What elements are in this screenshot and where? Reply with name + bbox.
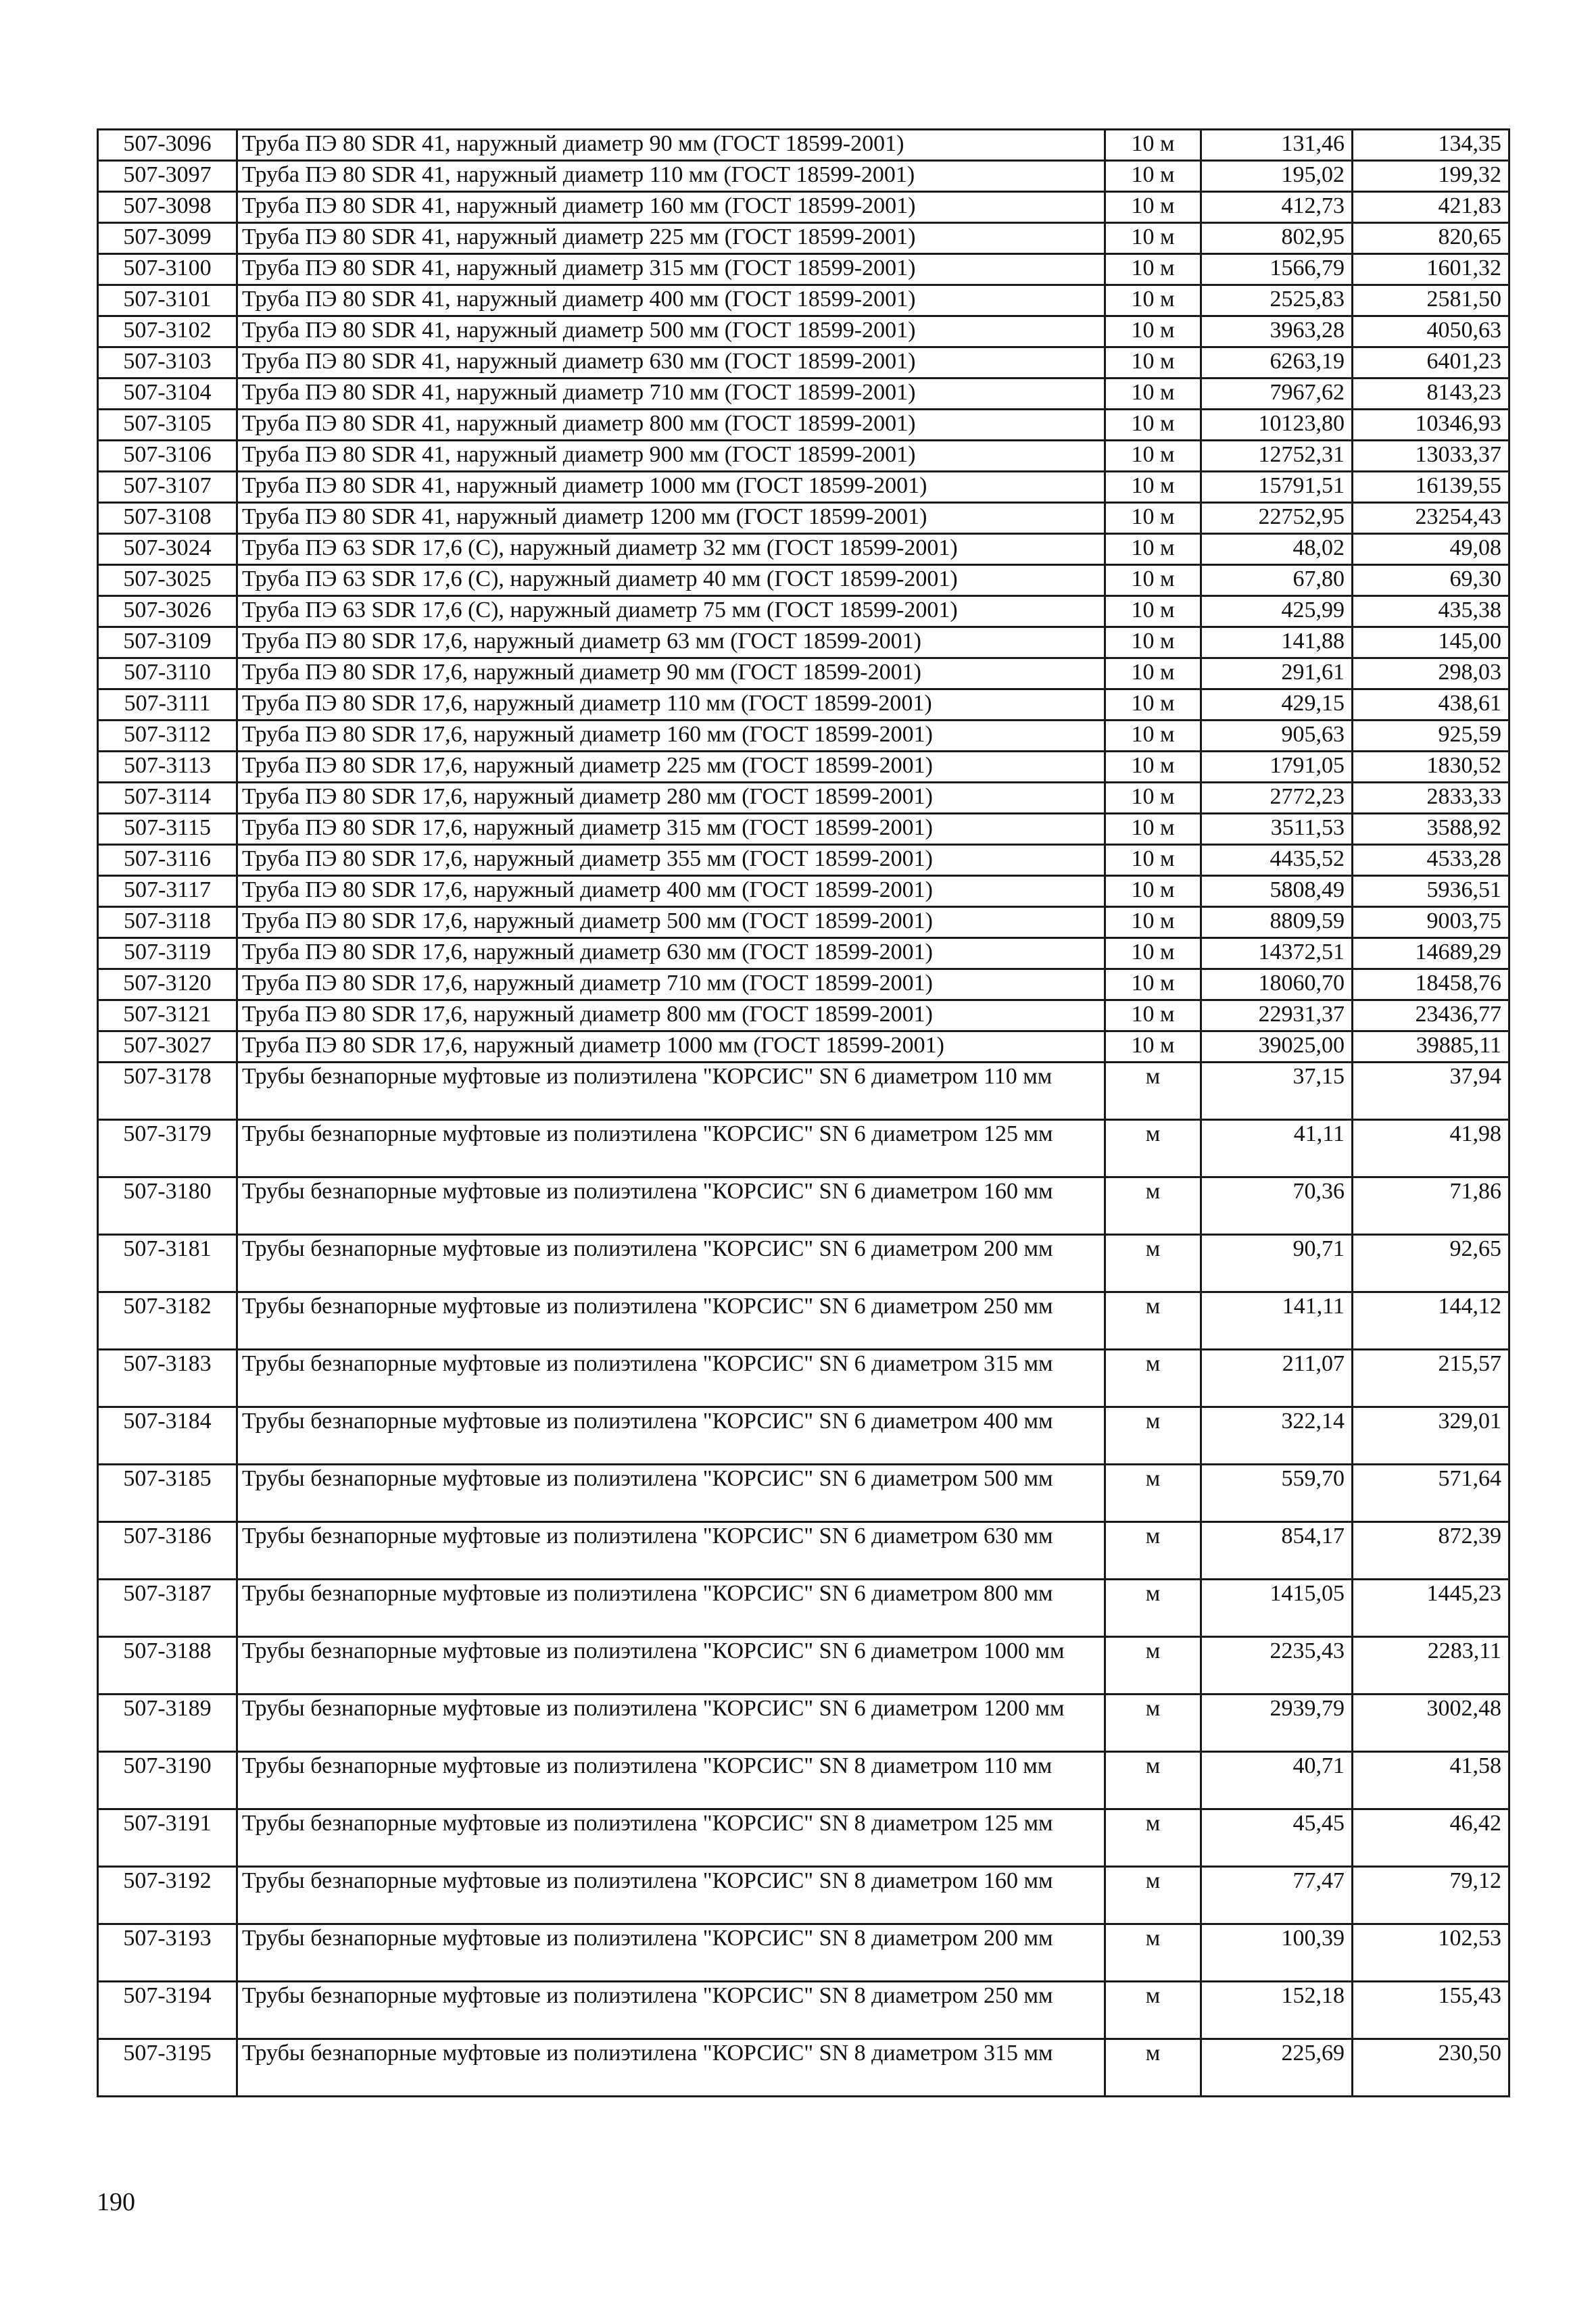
- item-price-2: 145,00: [1353, 627, 1509, 658]
- item-price-1: 412,73: [1201, 192, 1353, 223]
- item-code: 507-3105: [98, 410, 237, 441]
- item-price-1: 90,71: [1201, 1235, 1353, 1292]
- item-unit: 10 м: [1105, 752, 1201, 783]
- item-price-2: 16139,55: [1353, 472, 1509, 503]
- item-price-1: 12752,31: [1201, 441, 1353, 472]
- item-unit: м: [1105, 1867, 1201, 1924]
- table-row: [98, 1120, 1509, 1177]
- table-row: [98, 130, 1509, 161]
- item-name: Труба ПЭ 80 SDR 17,6, наружный диаметр 630 мм (ГОСТ 18599-2001): [237, 938, 1105, 969]
- item-code: 507-3119: [98, 938, 237, 969]
- table-row: [98, 1000, 1509, 1031]
- item-name: Трубы безнапорные муфтовые из полиэтилена "КОРСИС" SN 8 диаметром 125 мм: [237, 1809, 1105, 1867]
- item-unit: 10 м: [1105, 379, 1201, 410]
- item-price-2: 23436,77: [1353, 1000, 1509, 1031]
- table-row: [98, 161, 1509, 192]
- item-name: Труба ПЭ 80 SDR 17,6, наружный диаметр 90 мм (ГОСТ 18599-2001): [237, 658, 1105, 689]
- item-name: Труба ПЭ 80 SDR 17,6, наружный диаметр 110 мм (ГОСТ 18599-2001): [237, 689, 1105, 721]
- table-row: [98, 1292, 1509, 1350]
- item-unit: 10 м: [1105, 192, 1201, 223]
- item-unit: м: [1105, 1465, 1201, 1522]
- item-unit: 10 м: [1105, 596, 1201, 627]
- item-code: 507-3106: [98, 441, 237, 472]
- item-price-2: 18458,76: [1353, 969, 1509, 1000]
- item-code: 507-3102: [98, 316, 237, 347]
- item-price-2: 3002,48: [1353, 1695, 1509, 1752]
- item-name: Труба ПЭ 63 SDR 17,6 (С), наружный диаметр 32 мм (ГОСТ 18599-2001): [237, 534, 1105, 565]
- item-name: Труба ПЭ 80 SDR 17,6, наружный диаметр 800 мм (ГОСТ 18599-2001): [237, 1000, 1105, 1031]
- item-price-2: 4050,63: [1353, 316, 1509, 347]
- item-name: Трубы безнапорные муфтовые из полиэтилена "КОРСИС" SN 6 диаметром 630 мм: [237, 1522, 1105, 1580]
- item-price-1: 152,18: [1201, 1982, 1353, 2039]
- table-row: [98, 845, 1509, 876]
- item-price-1: 2235,43: [1201, 1637, 1353, 1695]
- item-unit: м: [1105, 1120, 1201, 1177]
- item-price-1: 77,47: [1201, 1867, 1353, 1924]
- item-price-1: 100,39: [1201, 1924, 1353, 1982]
- item-price-2: 1830,52: [1353, 752, 1509, 783]
- item-code: 507-3189: [98, 1695, 237, 1752]
- item-name: Трубы безнапорные муфтовые из полиэтилена "КОРСИС" SN 6 диаметром 1200 мм: [237, 1695, 1105, 1752]
- item-price-2: 41,58: [1353, 1752, 1509, 1809]
- item-name: Труба ПЭ 63 SDR 17,6 (С), наружный диаметр 75 мм (ГОСТ 18599-2001): [237, 596, 1105, 627]
- item-unit: 10 м: [1105, 254, 1201, 285]
- item-unit: 10 м: [1105, 503, 1201, 534]
- item-price-1: 211,07: [1201, 1350, 1353, 1407]
- item-code: 507-3179: [98, 1120, 237, 1177]
- item-code: 507-3183: [98, 1350, 237, 1407]
- item-code: 507-3097: [98, 161, 237, 192]
- table-row: [98, 689, 1509, 721]
- table-row: [98, 721, 1509, 752]
- item-price-1: 2525,83: [1201, 285, 1353, 316]
- item-code: 507-3181: [98, 1235, 237, 1292]
- item-price-1: 225,69: [1201, 2039, 1353, 2097]
- page-number: 190: [97, 2188, 135, 2216]
- table-row: [98, 627, 1509, 658]
- item-price-2: 134,35: [1353, 130, 1509, 161]
- item-unit: 10 м: [1105, 658, 1201, 689]
- item-code: 507-3178: [98, 1063, 237, 1120]
- table-row: [98, 1522, 1509, 1580]
- table-row: [98, 1867, 1509, 1924]
- item-price-1: 39025,00: [1201, 1031, 1353, 1063]
- item-price-2: 2283,11: [1353, 1637, 1509, 1695]
- item-unit: м: [1105, 1177, 1201, 1235]
- item-price-1: 22752,95: [1201, 503, 1353, 534]
- item-name: Труба ПЭ 80 SDR 41, наружный диаметр 400 мм (ГОСТ 18599-2001): [237, 285, 1105, 316]
- item-unit: 10 м: [1105, 627, 1201, 658]
- table-row: [98, 1031, 1509, 1063]
- item-price-1: 45,45: [1201, 1809, 1353, 1867]
- item-price-2: 102,53: [1353, 1924, 1509, 1982]
- item-name: Труба ПЭ 80 SDR 41, наружный диаметр 225 мм (ГОСТ 18599-2001): [237, 223, 1105, 254]
- table-row: [98, 907, 1509, 938]
- item-name: Трубы безнапорные муфтовые из полиэтилена "КОРСИС" SN 8 диаметром 110 мм: [237, 1752, 1105, 1809]
- item-price-1: 40,71: [1201, 1752, 1353, 1809]
- item-name: Труба ПЭ 80 SDR 41, наружный диаметр 710 мм (ГОСТ 18599-2001): [237, 379, 1105, 410]
- item-unit: м: [1105, 1235, 1201, 1292]
- item-unit: м: [1105, 1063, 1201, 1120]
- item-price-1: 2772,23: [1201, 783, 1353, 814]
- item-unit: м: [1105, 1982, 1201, 2039]
- item-price-1: 141,88: [1201, 627, 1353, 658]
- item-price-1: 1791,05: [1201, 752, 1353, 783]
- item-price-1: 905,63: [1201, 721, 1353, 752]
- table-row: [98, 1177, 1509, 1235]
- item-code: 507-3099: [98, 223, 237, 254]
- item-unit: 10 м: [1105, 347, 1201, 379]
- item-code: 507-3096: [98, 130, 237, 161]
- item-price-2: 438,61: [1353, 689, 1509, 721]
- item-unit: м: [1105, 1407, 1201, 1465]
- item-name: Труба ПЭ 80 SDR 17,6, наружный диаметр 500 мм (ГОСТ 18599-2001): [237, 907, 1105, 938]
- item-name: Трубы безнапорные муфтовые из полиэтилена "КОРСИС" SN 6 диаметром 315 мм: [237, 1350, 1105, 1407]
- item-unit: 10 м: [1105, 223, 1201, 254]
- item-name: Трубы безнапорные муфтовые из полиэтилена "КОРСИС" SN 6 диаметром 110 мм: [237, 1063, 1105, 1120]
- item-unit: м: [1105, 1580, 1201, 1637]
- table-row: [98, 1924, 1509, 1982]
- item-code: 507-3112: [98, 721, 237, 752]
- table-row: [98, 1350, 1509, 1407]
- item-name: Труба ПЭ 80 SDR 41, наружный диаметр 800 мм (ГОСТ 18599-2001): [237, 410, 1105, 441]
- item-unit: 10 м: [1105, 721, 1201, 752]
- table-row: [98, 441, 1509, 472]
- item-unit: м: [1105, 1637, 1201, 1695]
- item-price-2: 9003,75: [1353, 907, 1509, 938]
- item-price-2: 571,64: [1353, 1465, 1509, 1522]
- item-name: Трубы безнапорные муфтовые из полиэтилена "КОРСИС" SN 6 диаметром 250 мм: [237, 1292, 1105, 1350]
- item-code: 507-3104: [98, 379, 237, 410]
- item-name: Труба ПЭ 80 SDR 17,6, наружный диаметр 63 мм (ГОСТ 18599-2001): [237, 627, 1105, 658]
- table-row: [98, 316, 1509, 347]
- item-code: 507-3108: [98, 503, 237, 534]
- item-price-1: 6263,19: [1201, 347, 1353, 379]
- item-name: Труба ПЭ 80 SDR 41, наружный диаметр 90 мм (ГОСТ 18599-2001): [237, 130, 1105, 161]
- item-price-1: 141,11: [1201, 1292, 1353, 1350]
- item-price-2: 79,12: [1353, 1867, 1509, 1924]
- item-price-1: 41,11: [1201, 1120, 1353, 1177]
- item-price-1: 1566,79: [1201, 254, 1353, 285]
- item-price-2: 421,83: [1353, 192, 1509, 223]
- item-unit: 10 м: [1105, 1000, 1201, 1031]
- item-unit: м: [1105, 1924, 1201, 1982]
- item-code: 507-3026: [98, 596, 237, 627]
- item-name: Труба ПЭ 80 SDR 17,6, наружный диаметр 1000 мм (ГОСТ 18599-2001): [237, 1031, 1105, 1063]
- item-price-1: 4435,52: [1201, 845, 1353, 876]
- item-price-2: 199,32: [1353, 161, 1509, 192]
- item-name: Трубы безнапорные муфтовые из полиэтилена "КОРСИС" SN 6 диаметром 500 мм: [237, 1465, 1105, 1522]
- item-code: 507-3116: [98, 845, 237, 876]
- item-name: Труба ПЭ 80 SDR 41, наружный диаметр 110 мм (ГОСТ 18599-2001): [237, 161, 1105, 192]
- item-price-1: 854,17: [1201, 1522, 1353, 1580]
- item-price-1: 291,61: [1201, 658, 1353, 689]
- item-price-1: 5808,49: [1201, 876, 1353, 907]
- table-row: [98, 783, 1509, 814]
- item-name: Трубы безнапорные муфтовые из полиэтилена "КОРСИС" SN 8 диаметром 160 мм: [237, 1867, 1105, 1924]
- table-row: [98, 1752, 1509, 1809]
- item-price-2: 820,65: [1353, 223, 1509, 254]
- item-code: 507-3100: [98, 254, 237, 285]
- table-row: [98, 596, 1509, 627]
- item-price-2: 14689,29: [1353, 938, 1509, 969]
- table-row: [98, 1465, 1509, 1522]
- table-row: [98, 1809, 1509, 1867]
- item-price-1: 3511,53: [1201, 814, 1353, 845]
- item-code: 507-3109: [98, 627, 237, 658]
- item-code: 507-3118: [98, 907, 237, 938]
- table-row: [98, 503, 1509, 534]
- item-price-2: 1601,32: [1353, 254, 1509, 285]
- item-code: 507-3194: [98, 1982, 237, 2039]
- item-unit: м: [1105, 1809, 1201, 1867]
- item-name: Трубы безнапорные муфтовые из полиэтилена "КОРСИС" SN 6 диаметром 200 мм: [237, 1235, 1105, 1292]
- item-price-1: 14372,51: [1201, 938, 1353, 969]
- item-unit: 10 м: [1105, 689, 1201, 721]
- table-row: [98, 938, 1509, 969]
- table-row: [98, 1407, 1509, 1465]
- item-code: 507-3101: [98, 285, 237, 316]
- item-name: Труба ПЭ 80 SDR 17,6, наружный диаметр 315 мм (ГОСТ 18599-2001): [237, 814, 1105, 845]
- item-price-2: 4533,28: [1353, 845, 1509, 876]
- item-price-1: 131,46: [1201, 130, 1353, 161]
- item-price-1: 48,02: [1201, 534, 1353, 565]
- item-name: Трубы безнапорные муфтовые из полиэтилена "КОРСИС" SN 8 диаметром 250 мм: [237, 1982, 1105, 2039]
- item-price-2: 155,43: [1353, 1982, 1509, 2039]
- table-row: [98, 379, 1509, 410]
- item-price-1: 15791,51: [1201, 472, 1353, 503]
- item-price-2: 3588,92: [1353, 814, 1509, 845]
- item-unit: м: [1105, 1350, 1201, 1407]
- item-unit: 10 м: [1105, 410, 1201, 441]
- item-name: Труба ПЭ 80 SDR 17,6, наружный диаметр 355 мм (ГОСТ 18599-2001): [237, 845, 1105, 876]
- item-unit: м: [1105, 1522, 1201, 1580]
- item-code: 507-3120: [98, 969, 237, 1000]
- item-price-1: 322,14: [1201, 1407, 1353, 1465]
- item-name: Трубы безнапорные муфтовые из полиэтилена "КОРСИС" SN 6 диаметром 1000 мм: [237, 1637, 1105, 1695]
- item-name: Трубы безнапорные муфтовые из полиэтилена "КОРСИС" SN 6 диаметром 125 мм: [237, 1120, 1105, 1177]
- item-code: 507-3193: [98, 1924, 237, 1982]
- item-name: Труба ПЭ 80 SDR 41, наружный диаметр 1200 мм (ГОСТ 18599-2001): [237, 503, 1105, 534]
- item-price-2: 37,94: [1353, 1063, 1509, 1120]
- item-unit: 10 м: [1105, 130, 1201, 161]
- item-code: 507-3027: [98, 1031, 237, 1063]
- table-row: [98, 876, 1509, 907]
- item-code: 507-3186: [98, 1522, 237, 1580]
- item-price-1: 425,99: [1201, 596, 1353, 627]
- item-price-2: 329,01: [1353, 1407, 1509, 1465]
- item-code: 507-3121: [98, 1000, 237, 1031]
- table-row: [98, 1982, 1509, 2039]
- item-name: Труба ПЭ 80 SDR 41, наружный диаметр 315 мм (ГОСТ 18599-2001): [237, 254, 1105, 285]
- item-price-2: 435,38: [1353, 596, 1509, 627]
- item-name: Труба ПЭ 80 SDR 17,6, наружный диаметр 400 мм (ГОСТ 18599-2001): [237, 876, 1105, 907]
- item-code: 507-3103: [98, 347, 237, 379]
- item-price-2: 872,39: [1353, 1522, 1509, 1580]
- item-unit: 10 м: [1105, 161, 1201, 192]
- item-name: Труба ПЭ 80 SDR 41, наружный диаметр 900 мм (ГОСТ 18599-2001): [237, 441, 1105, 472]
- item-name: Труба ПЭ 80 SDR 17,6, наружный диаметр 160 мм (ГОСТ 18599-2001): [237, 721, 1105, 752]
- item-code: 507-3185: [98, 1465, 237, 1522]
- item-unit: 10 м: [1105, 534, 1201, 565]
- item-price-2: 230,50: [1353, 2039, 1509, 2097]
- table-row: [98, 1235, 1509, 1292]
- item-name: Трубы безнапорные муфтовые из полиэтилена "КОРСИС" SN 6 диаметром 160 мм: [237, 1177, 1105, 1235]
- item-unit: м: [1105, 1695, 1201, 1752]
- item-unit: 10 м: [1105, 907, 1201, 938]
- item-price-1: 10123,80: [1201, 410, 1353, 441]
- item-price-2: 1445,23: [1353, 1580, 1509, 1637]
- item-name: Труба ПЭ 80 SDR 17,6, наружный диаметр 710 мм (ГОСТ 18599-2001): [237, 969, 1105, 1000]
- item-name: Труба ПЭ 80 SDR 41, наружный диаметр 1000 мм (ГОСТ 18599-2001): [237, 472, 1105, 503]
- item-price-2: 46,42: [1353, 1809, 1509, 1867]
- table-row: [98, 472, 1509, 503]
- item-code: 507-3190: [98, 1752, 237, 1809]
- item-price-2: 23254,43: [1353, 503, 1509, 534]
- item-price-2: 144,12: [1353, 1292, 1509, 1350]
- item-price-1: 7967,62: [1201, 379, 1353, 410]
- item-price-2: 2581,50: [1353, 285, 1509, 316]
- table-row: [98, 752, 1509, 783]
- item-price-2: 41,98: [1353, 1120, 1509, 1177]
- item-price-1: 18060,70: [1201, 969, 1353, 1000]
- item-unit: м: [1105, 2039, 1201, 2097]
- item-code: 507-3098: [98, 192, 237, 223]
- item-code: 507-3195: [98, 2039, 237, 2097]
- item-price-1: 37,15: [1201, 1063, 1353, 1120]
- item-code: 507-3184: [98, 1407, 237, 1465]
- item-price-2: 71,86: [1353, 1177, 1509, 1235]
- item-price-2: 69,30: [1353, 565, 1509, 596]
- item-price-2: 8143,23: [1353, 379, 1509, 410]
- item-code: 507-3180: [98, 1177, 237, 1235]
- item-name: Труба ПЭ 80 SDR 17,6, наружный диаметр 280 мм (ГОСТ 18599-2001): [237, 783, 1105, 814]
- table-row: [98, 1063, 1509, 1120]
- table-row: [98, 658, 1509, 689]
- item-name: Трубы безнапорные муфтовые из полиэтилена "КОРСИС" SN 6 диаметром 800 мм: [237, 1580, 1105, 1637]
- table-row: [98, 192, 1509, 223]
- item-unit: 10 м: [1105, 783, 1201, 814]
- item-name: Труба ПЭ 80 SDR 17,6, наружный диаметр 225 мм (ГОСТ 18599-2001): [237, 752, 1105, 783]
- price-table-body: [98, 130, 1509, 2097]
- item-name: Трубы безнапорные муфтовые из полиэтилена "КОРСИС" SN 8 диаметром 200 мм: [237, 1924, 1105, 1982]
- item-price-1: 802,95: [1201, 223, 1353, 254]
- item-price-2: 10346,93: [1353, 410, 1509, 441]
- item-code: 507-3107: [98, 472, 237, 503]
- table-row: [98, 1695, 1509, 1752]
- item-price-2: 2833,33: [1353, 783, 1509, 814]
- table-row: [98, 534, 1509, 565]
- item-price-1: 559,70: [1201, 1465, 1353, 1522]
- item-price-2: 13033,37: [1353, 441, 1509, 472]
- price-table: [97, 128, 1510, 2097]
- item-price-1: 70,36: [1201, 1177, 1353, 1235]
- item-unit: м: [1105, 1752, 1201, 1809]
- item-unit: 10 м: [1105, 441, 1201, 472]
- item-unit: 10 м: [1105, 316, 1201, 347]
- item-code: 507-3114: [98, 783, 237, 814]
- item-unit: 10 м: [1105, 565, 1201, 596]
- item-code: 507-3182: [98, 1292, 237, 1350]
- item-unit: м: [1105, 1292, 1201, 1350]
- item-code: 507-3111: [98, 689, 237, 721]
- item-name: Труба ПЭ 80 SDR 41, наружный диаметр 160 мм (ГОСТ 18599-2001): [237, 192, 1105, 223]
- item-code: 507-3025: [98, 565, 237, 596]
- item-code: 507-3115: [98, 814, 237, 845]
- table-row: [98, 969, 1509, 1000]
- item-price-2: 39885,11: [1353, 1031, 1509, 1063]
- item-price-1: 2939,79: [1201, 1695, 1353, 1752]
- item-price-1: 1415,05: [1201, 1580, 1353, 1637]
- table-row: [98, 285, 1509, 316]
- item-code: 507-3110: [98, 658, 237, 689]
- table-row: [98, 2039, 1509, 2097]
- item-name: Трубы безнапорные муфтовые из полиэтилена "КОРСИС" SN 6 диаметром 400 мм: [237, 1407, 1105, 1465]
- item-price-1: 429,15: [1201, 689, 1353, 721]
- item-code: 507-3188: [98, 1637, 237, 1695]
- item-unit: 10 м: [1105, 814, 1201, 845]
- item-code: 507-3024: [98, 534, 237, 565]
- table-row: [98, 410, 1509, 441]
- item-price-2: 215,57: [1353, 1350, 1509, 1407]
- item-name: Труба ПЭ 80 SDR 41, наружный диаметр 500 мм (ГОСТ 18599-2001): [237, 316, 1105, 347]
- item-price-2: 925,59: [1353, 721, 1509, 752]
- item-unit: 10 м: [1105, 845, 1201, 876]
- item-price-1: 22931,37: [1201, 1000, 1353, 1031]
- item-name: Трубы безнапорные муфтовые из полиэтилена "КОРСИС" SN 8 диаметром 315 мм: [237, 2039, 1105, 2097]
- item-code: 507-3187: [98, 1580, 237, 1637]
- item-price-2: 298,03: [1353, 658, 1509, 689]
- item-unit: 10 м: [1105, 472, 1201, 503]
- item-price-2: 6401,23: [1353, 347, 1509, 379]
- item-name: Труба ПЭ 63 SDR 17,6 (С), наружный диаметр 40 мм (ГОСТ 18599-2001): [237, 565, 1105, 596]
- item-unit: 10 м: [1105, 969, 1201, 1000]
- item-unit: 10 м: [1105, 285, 1201, 316]
- item-price-1: 195,02: [1201, 161, 1353, 192]
- table-row: [98, 223, 1509, 254]
- item-price-2: 5936,51: [1353, 876, 1509, 907]
- table-row: [98, 347, 1509, 379]
- table-row: [98, 254, 1509, 285]
- item-name: Труба ПЭ 80 SDR 41, наружный диаметр 630 мм (ГОСТ 18599-2001): [237, 347, 1105, 379]
- item-price-2: 49,08: [1353, 534, 1509, 565]
- item-price-2: 92,65: [1353, 1235, 1509, 1292]
- item-code: 507-3117: [98, 876, 237, 907]
- item-unit: 10 м: [1105, 938, 1201, 969]
- item-price-1: 67,80: [1201, 565, 1353, 596]
- table-row: [98, 1637, 1509, 1695]
- table-row: [98, 1580, 1509, 1637]
- table-row: [98, 565, 1509, 596]
- item-price-1: 3963,28: [1201, 316, 1353, 347]
- table-row: [98, 814, 1509, 845]
- item-code: 507-3192: [98, 1867, 237, 1924]
- item-unit: 10 м: [1105, 876, 1201, 907]
- item-code: 507-3113: [98, 752, 237, 783]
- item-unit: 10 м: [1105, 1031, 1201, 1063]
- item-code: 507-3191: [98, 1809, 237, 1867]
- item-price-1: 8809,59: [1201, 907, 1353, 938]
